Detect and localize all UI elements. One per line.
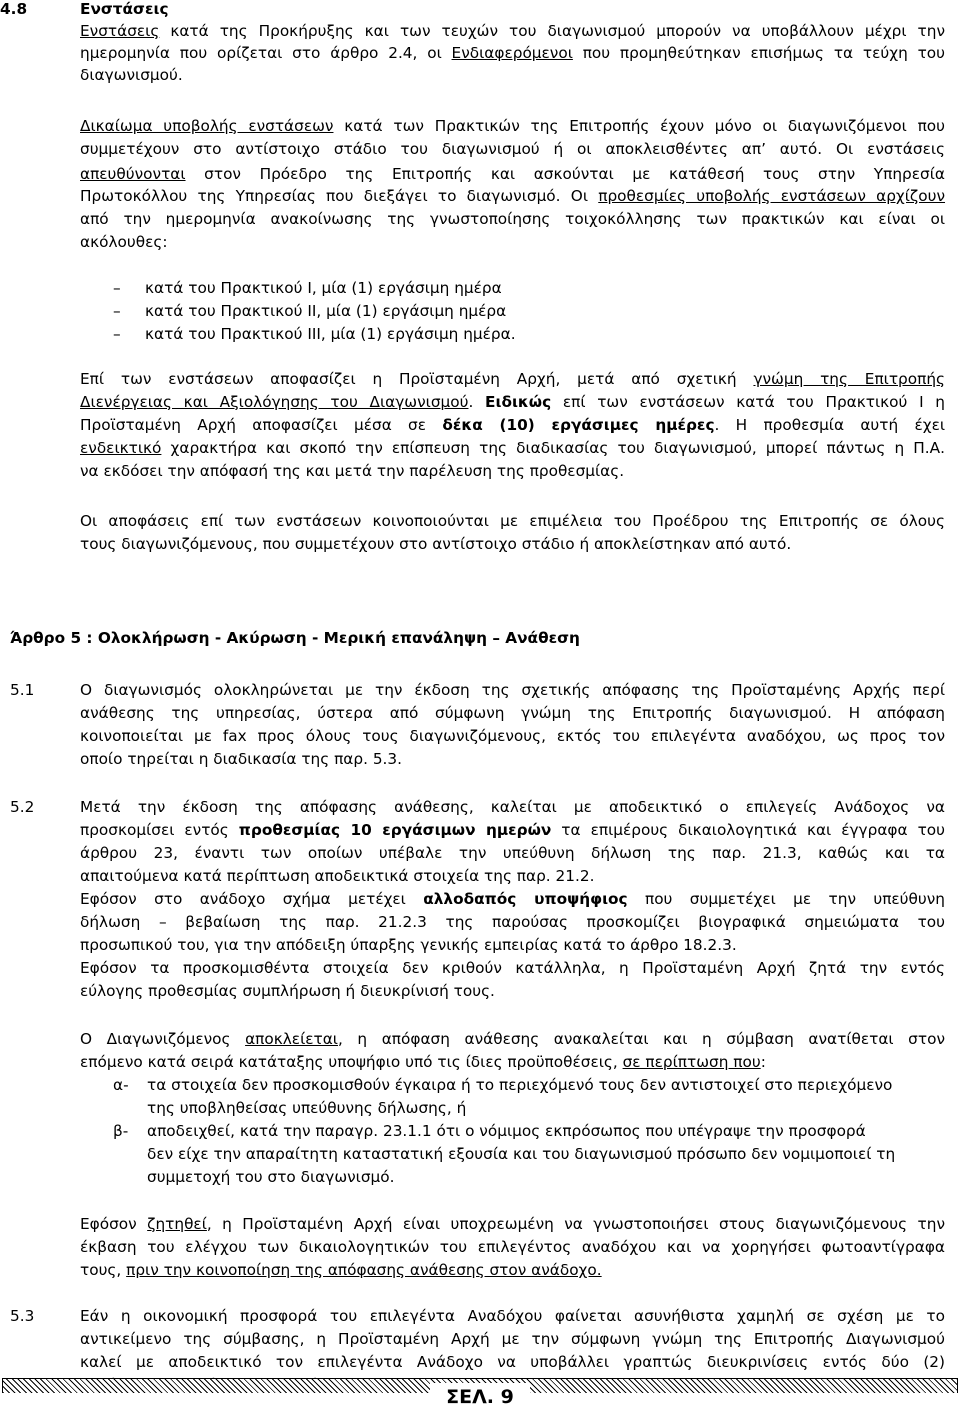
section-title: Ενστάσεις bbox=[80, 0, 169, 18]
section-number: 4.8 bbox=[0, 0, 28, 18]
paragraph-line: ενδεικτικό χαρακτήρα και σκοπό την επίσπευση της διαδικασίας του διαγωνισμού, μπορεί πάντως η Π.Α. bbox=[80, 439, 945, 457]
paragraph-line: αντικείμενο της σύμβασης, η Προϊσταμένη Αρχή με την σύμφωνη γνώμη της Επιτροπής Διαγωνισμού bbox=[80, 1330, 945, 1348]
paragraph-line: Ο διαγωνισμός ολοκληρώνεται με την έκδοση της σχετικής απόφασης της Προϊσταμένης Αρχής περί bbox=[80, 681, 945, 699]
paragraph-line: να εκδόσει την απόφασή της και μετά την παρέλευση της προθεσμίας. bbox=[80, 462, 625, 480]
list-item: – κατά του Πρακτικού ΙΙ, μία (1) εργάσιμη ημέρα bbox=[113, 302, 507, 320]
paragraph-line: συμμετέχουν στο αντίστοιχο στάδιο του διαγωνισμού ή οι αποκλεισθέντες απ’ αυτό. Οι ενστάσεις bbox=[80, 140, 945, 158]
paragraph-line: Οι αποφάσεις επί των ενστάσεων κοινοποιούνται με επιμέλεια του Προέδρου της Επιτροπής σε όλους bbox=[80, 512, 945, 530]
paragraph-line: τους διαγωνιζόμενους, που συμμετέχουν στο αντίστοιχο στάδιο ή αποκλείστηκαν από αυτό. bbox=[80, 535, 792, 553]
paragraph-line: Δικαίωμα υποβολής ενστάσεων κατά των Πρακτικών της Επιτροπής έχουν μόνο οι διαγωνιζόμενοι που bbox=[80, 117, 946, 135]
list-item: δεν είχε την απαραίτητη καταστατική εξουσία και του διαγωνισμού πρόσωπο δεν νομιμοποιεί τη bbox=[147, 1145, 896, 1163]
list-item: – κατά του Πρακτικού ΙΙΙ, μία (1) εργάσιμη ημέρα. bbox=[113, 325, 516, 343]
list-item: αποδειχθεί, κατά την παραγρ. 23.1.1 ότι ο νόμιμος εκπρόσωπος που υπέγραψε την προσφορά bbox=[147, 1122, 866, 1140]
paragraph-line: από την ημερομηνία ανακοίνωσης της γνωστοποίησης τοιχοκόλλησης των πρακτικών και είναι οι bbox=[80, 210, 945, 228]
paragraph-line: άρθρου 23, έναντι των οποίων υπέβαλε την υπεύθυνη δήλωση της παρ. 21.3, καθώς και τα bbox=[80, 844, 945, 862]
paragraph-line: οποίο τηρείται η διαδικασία της παρ. 5.3. bbox=[80, 750, 403, 768]
paragraph-line: Ο Διαγωνιζόμενος αποκλείεται, η απόφαση ανάθεσης ανακαλείται και η σύμβαση ανατίθεται στον bbox=[80, 1030, 945, 1048]
paragraph-line: διαγωνισμού. bbox=[80, 66, 183, 84]
paragraph-line: Μετά την έκδοση της απόφασης ανάθεσης, καλείται με αποδεικτικό ο επιλεγείς Ανάδοχος να bbox=[80, 798, 945, 816]
page-number: ΣΕΛ. 9 bbox=[430, 1383, 530, 1411]
article-title: Άρθρο 5 : Ολοκλήρωση - Ακύρωση - Μερική επανάληψη – Ανάθεση bbox=[10, 629, 580, 647]
section-number: 5.2 bbox=[10, 798, 35, 816]
paragraph-line: ακόλουθες: bbox=[80, 233, 168, 251]
paragraph-line: Διενέργειας και Αξιολόγησης του Διαγωνισμού. Ειδικώς επί των ενστάσεων κατά του Πρακτικού Ι η bbox=[80, 393, 945, 411]
paragraph-line: προσωπικού του, για την απόδειξη ύπαρξης γενικής εμπειρίας κατά το άρθρο 18.2.3. bbox=[80, 936, 737, 954]
paragraph-line: κοινοποιείται με fax προς όλους τους διαγωνιζόμενους, εκτός του επιλεγέντα αναδόχου, ως προς τον bbox=[80, 727, 945, 745]
paragraph-line: επόμενο κατά σειρά κατάταξης υποψήφιο υπό τις ίδιες προϋποθέσεις, σε περίπτωση που: bbox=[80, 1053, 766, 1071]
section-number: 5.3 bbox=[10, 1307, 35, 1325]
paragraph-line: Ενστάσεις κατά της Προκήρυξης και των τευχών του διαγωνισμού μπορούν να υποβάλλουν μέχρι την bbox=[80, 22, 945, 40]
list-item: – κατά του Πρακτικού Ι, μία (1) εργάσιμη ημέρα bbox=[113, 279, 502, 297]
paragraph-line: Εφόσον ζητηθεί, η Προϊσταμένη Αρχή είναι υποχρεωμένη να γνωστοποιήσει στους διαγωνιζόμενους την bbox=[80, 1215, 946, 1233]
paragraph-line: απαιτούμενα κατά περίπτωση αποδεικτικά στοιχεία της παρ. 21.2. bbox=[80, 867, 595, 885]
paragraph-line: Εφόσον τα προσκομισθέντα στοιχεία δεν κριθούν κατάλληλα, η Προϊσταμένη Αρχή ζητά την εντός bbox=[80, 959, 945, 977]
paragraph-line: Πρωτοκόλλου της Υπηρεσίας που διεξάγει το διαγωνισμό. Οι προθεσμίες υποβολής ενστάσεων αρχίζουν bbox=[80, 187, 946, 205]
paragraph-line: Προϊσταμένη Αρχή αποφασίζει μέσα σε δέκα (10) εργάσιμες ημέρες. Η προθεσμία αυτή έχει bbox=[80, 416, 946, 434]
paragraph-line: απευθύνονται στον Πρόεδρο της Επιτροπής και ασκούνται με κατάθεσή τους στην Υπηρεσία bbox=[80, 165, 945, 183]
paragraph-line: δήλωση – βεβαίωση της παρ. 21.2.3 της παρούσας προσκομίζει βιογραφικά σημειώματα του bbox=[80, 913, 945, 931]
list-marker: β- bbox=[113, 1122, 129, 1140]
list-item: τα στοιχεία δεν προσκομισθούν έγκαιρα ή το περιεχόμενό τους δεν αντιστοιχεί στο περιεχόμενο bbox=[147, 1076, 893, 1094]
paragraph-line: Επί των ενστάσεων αποφασίζει η Προϊσταμένη Αρχή, μετά από σχετική γνώμη της Επιτροπής bbox=[80, 370, 945, 388]
paragraph-line: καλεί με αποδεικτικό τον επιλεγέντα Ανάδοχο να υποβάλλει γραπτώς διευκρινίσεις εντός δύο (2) bbox=[80, 1353, 945, 1371]
paragraph-line: τους, πριν την κοινοποίηση της απόφασης ανάθεσης στον ανάδοχο. bbox=[80, 1261, 602, 1279]
list-marker: α- bbox=[113, 1076, 129, 1094]
paragraph-line: Εφόσον στο ανάδοχο σχήμα μετέχει αλλοδαπός υποψήφιος που συμμετέχει με την υπεύθυνη bbox=[80, 890, 945, 908]
paragraph-line: Εάν η οικονομική προσφορά του επιλεγέντα Αναδόχου φαίνεται ασυνήθιστα χαμηλή σε σχέση με το bbox=[80, 1307, 945, 1325]
list-item: της υποβληθείσας υπεύθυνης δήλωσης, ή bbox=[147, 1099, 467, 1117]
paragraph-line: ημερομηνία που ορίζεται στο άρθρο 2.4, οι Ενδιαφερόμενοι που προμηθεύτηκαν επισήμως τα τεύχη του bbox=[80, 44, 945, 62]
paragraph-line: εύλογης προθεσμίας συμπλήρωση ή διευκρίνισή τους. bbox=[80, 982, 495, 1000]
section-number: 5.1 bbox=[10, 681, 35, 699]
paragraph-line: προσκομίσει εντός προθεσμίας 10 εργάσιμων ημερών τα επιμέρους δικαιολογητικά και έγγραφα του bbox=[80, 821, 945, 839]
list-item: συμμετοχή του στο διαγωνισμό. bbox=[147, 1168, 395, 1186]
paragraph-line: έκβαση του ελέγχου των δικαιολογητικών του επιλεγέντος αναδόχου και να χορηγήσει φωτοαντίγραφα bbox=[80, 1238, 945, 1256]
paragraph-line: ανάθεσης της υπηρεσίας, ύστερα από σύμφωνη γνώμη της Επιτροπής διαγωνισμού. Η απόφαση bbox=[80, 704, 945, 722]
